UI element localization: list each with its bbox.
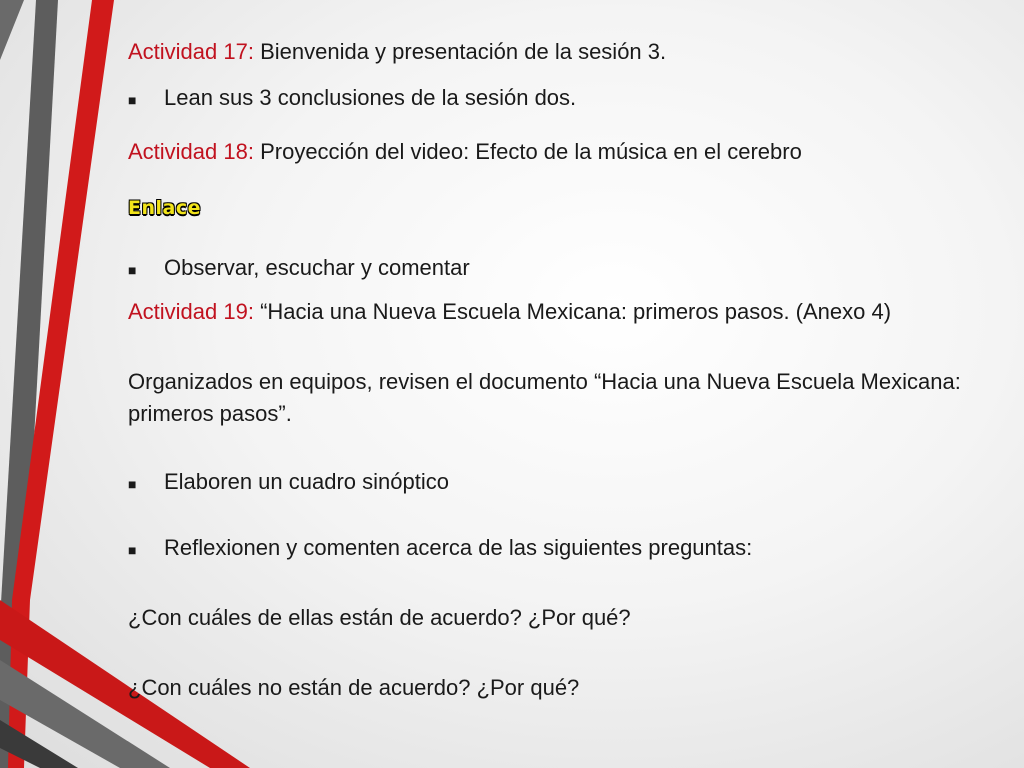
gray-left-stripe xyxy=(0,0,24,60)
bullet-square-icon: ■ xyxy=(128,476,137,492)
activity-18-bullet-text: Observar, escuchar y comentar xyxy=(164,255,470,280)
question-disagree: ¿Con cuáles no están de acuerdo? ¿Por qué? xyxy=(128,675,580,700)
bullet-square-icon: ■ xyxy=(128,92,137,108)
activity-17-label: Actividad 17: xyxy=(128,39,254,64)
activity-17-bullet-text: Lean sus 3 conclusiones de la sesión dos. xyxy=(164,85,577,110)
activity-18-heading xyxy=(128,136,802,168)
activity-17-heading xyxy=(128,36,666,68)
question-agree: ¿Con cuáles de ellas están de acuerdo? ¿Por qué? xyxy=(128,605,631,630)
activity-18-label: Actividad 18: xyxy=(128,139,254,164)
bullet-square-icon: ■ xyxy=(128,262,137,278)
activity-19-bullet-text: Reflexionen y comenten acerca de las siguientes preguntas: xyxy=(164,535,753,560)
bullet-square-icon: ■ xyxy=(128,542,137,558)
activity-19-bullet-text: Elaboren un cuadro sinóptico xyxy=(164,469,449,494)
activity-19-text: “Hacia una Nueva Escuela Mexicana: primeros pasos. (Anexo 4) xyxy=(253,299,892,324)
activity-19-paragraph: Organizados en equipos, revisen el documento “Hacia una Nueva Escuela Mexicana: primeros pasos”. xyxy=(128,369,961,426)
video-link[interactable]: Enlace xyxy=(128,197,201,219)
activity-19-label: Actividad 19: xyxy=(128,299,254,324)
activity-19-heading xyxy=(128,296,1008,328)
activity-18-text: Proyección del video: Efecto de la música en el cerebro xyxy=(253,139,802,164)
activity-17-text: Bienvenida y presentación de la sesión 3. xyxy=(253,39,667,64)
